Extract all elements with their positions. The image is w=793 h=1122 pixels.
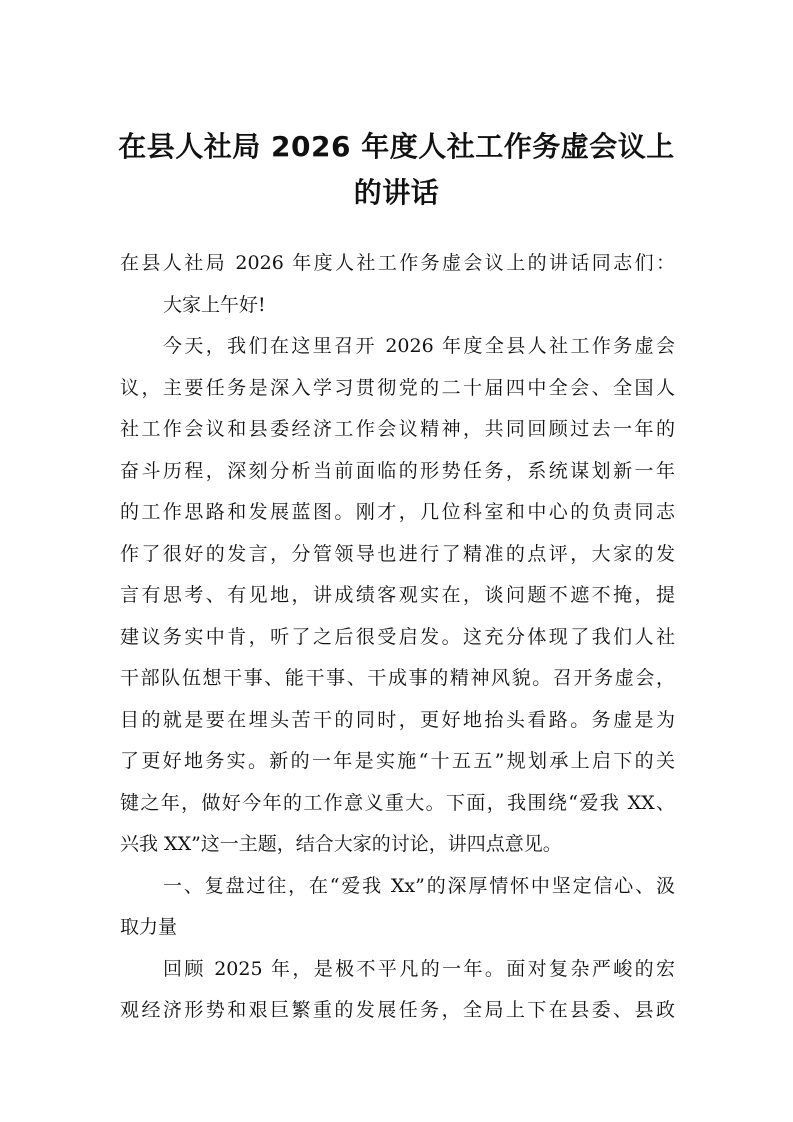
body-line: 言有思考、有见地，讲成绩客观实在，谈问题不遮不掩，提	[120, 584, 675, 606]
section-heading-line: 一、复盘过往，在“爱我 Xx”的深厚情怀中坚定信心、汲	[163, 875, 675, 897]
body-line: 回顾 2025 年，是极不平凡的一年。面对复杂严峻的宏	[163, 958, 675, 980]
body-line: 干部队伍想干事、能干事、干成事的精神风貌。召开务虚会，	[120, 667, 675, 689]
body-line: 兴我 XX”这一主题，结合大家的讨论，讲四点意见。	[120, 833, 562, 855]
body-line: 社工作会议和县委经济工作会议精神，共同回顾过去一年的	[120, 418, 675, 440]
body-line: 的工作思路和发展蓝图。刚才，几位科室和中心的负责同志	[120, 501, 675, 523]
body-line: 观经济形势和艰巨繁重的发展任务，全局上下在县委、县政	[120, 999, 675, 1021]
body-line: 了更好地务实。新的一年是实施“十五五”规划承上启下的关	[120, 750, 675, 772]
greeting-line: 大家上午好!	[163, 294, 266, 316]
salutation-line: 在县人社局 2026 年度人社工作务虚会议上的讲话同志们：	[120, 252, 675, 274]
body-line: 作了很好的发言，分管领导也进行了精准的点评，大家的发	[120, 543, 675, 565]
body-line: 键之年，做好今年的工作意义重大。下面，我围绕“爱我 XX、	[120, 792, 675, 814]
body-line: 今天，我们在这里召开 2026 年度全县人社工作务虚会	[163, 335, 675, 357]
body-line: 目的就是要在埋头苦干的同时，更好地抬头看路。务虚是为	[120, 709, 675, 731]
body-line: 建议务实中肯，听了之后很受启发。这充分体现了我们人社	[120, 626, 675, 648]
document-title-line-1: 在县人社局 2026 年度人社工作务虚会议上	[118, 130, 675, 163]
section-heading-line: 取力量	[120, 916, 178, 938]
document-title-line-2: 的讲话	[353, 176, 440, 209]
body-line: 议，主要任务是深入学习贯彻党的二十届四中全会、全国人	[120, 377, 675, 399]
body-line: 奋斗历程，深刻分析当前面临的形势任务，系统谋划新一年	[120, 460, 675, 482]
